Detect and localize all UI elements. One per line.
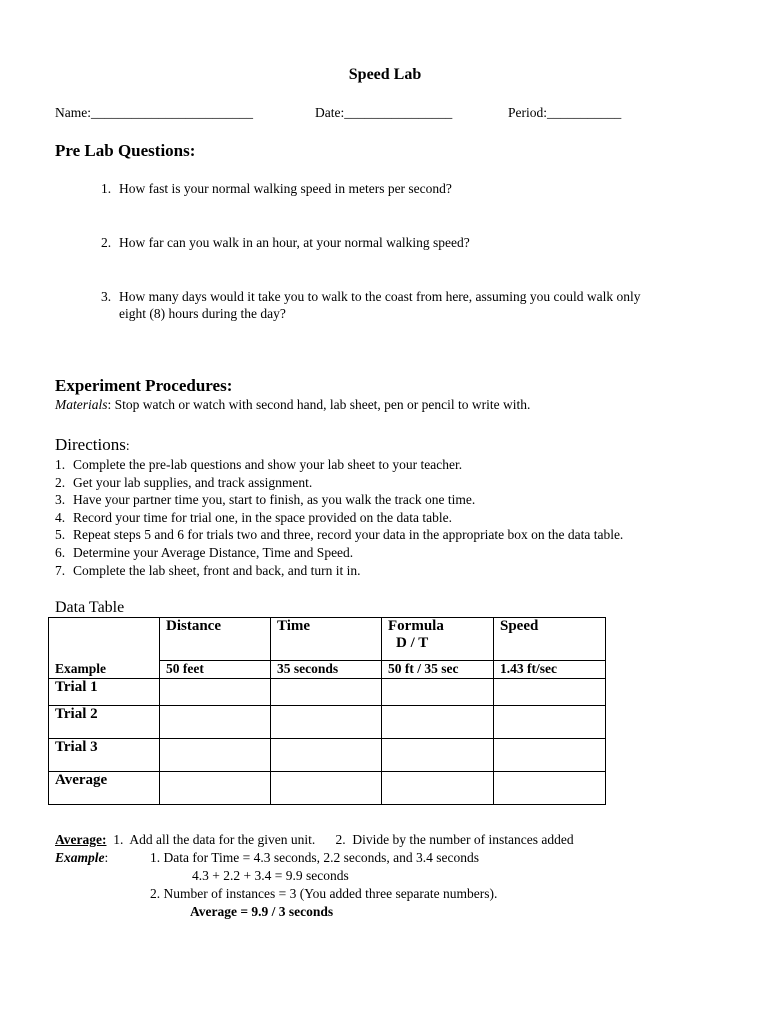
- column-header-time: Time: [271, 618, 382, 661]
- row-label-average: Average: [49, 772, 160, 805]
- table-row: [49, 739, 606, 772]
- example-time: 35 seconds: [271, 661, 382, 679]
- question-number: 3.: [101, 289, 112, 304]
- data-table: [48, 617, 606, 805]
- row-label-trial-2: Trial 2: [49, 706, 160, 739]
- date-field[interactable]: Date:________________: [315, 105, 453, 120]
- column-header-speed: Speed: [494, 618, 606, 661]
- table-cell[interactable]: [494, 706, 606, 739]
- table-row: [49, 706, 606, 739]
- example-formula: 50 ft / 35 sec: [382, 661, 494, 679]
- list-item: 1. Complete the pre-lab questions and show your lab sheet to your teacher.: [55, 457, 463, 472]
- table-cell[interactable]: [382, 772, 494, 805]
- materials-line: [55, 397, 530, 413]
- table-row: [49, 772, 606, 805]
- table-cell[interactable]: [382, 679, 494, 706]
- list-item: 5. Repeat steps 5 and 6 for trials two and three, record your data in the appropriate box on the data table.: [55, 527, 624, 543]
- materials-label: Materials: [55, 397, 108, 412]
- example-distance: 50 feet: [160, 661, 271, 679]
- example-label: Example: [49, 661, 160, 679]
- question-text-continued: eight (8) hours during the day?: [119, 306, 286, 321]
- table-header-row: [49, 618, 606, 661]
- question-number: 1.: [101, 181, 112, 196]
- question-3: [101, 288, 721, 324]
- table-cell[interactable]: [160, 679, 271, 706]
- question-text: How far can you walk in an hour, at your normal walking speed?: [119, 235, 470, 250]
- list-item: 2. Get your lab supplies, and track assignment.: [55, 474, 313, 490]
- average-note: [55, 832, 574, 848]
- directions-list: [55, 456, 735, 579]
- procedures-heading: Experiment Procedures:: [55, 376, 233, 395]
- row-label-trial-3: Trial 3: [49, 739, 160, 772]
- table-cell[interactable]: [271, 772, 382, 805]
- table-cell[interactable]: [494, 739, 606, 772]
- table-cell[interactable]: [494, 679, 606, 706]
- list-item: 3. Have your partner time you, start to finish, as you walk the track one time.: [55, 492, 476, 508]
- example-note-line-2: 4.3 + 2.2 + 3.4 = 9.9 seconds: [192, 868, 349, 883]
- table-cell[interactable]: [160, 739, 271, 772]
- name-field[interactable]: Name:________________________: [55, 105, 253, 120]
- column-header-formula: Formula D / T: [382, 618, 494, 661]
- row-label-trial-1: Trial 1: [49, 679, 160, 706]
- table-cell[interactable]: [160, 772, 271, 805]
- example-speed: 1.43 ft/sec: [494, 661, 606, 679]
- question-text: How fast is your normal walking speed in meters per second?: [119, 181, 452, 196]
- list-item: 6. Determine your Average Distance, Time and Speed.: [55, 544, 354, 560]
- example-note-line-4: Average = 9.9 / 3 seconds: [190, 904, 334, 919]
- table-row: [49, 679, 606, 706]
- table-cell[interactable]: [160, 706, 271, 739]
- pre-lab-heading: Pre Lab Questions:: [55, 141, 196, 160]
- average-note-text: 1. Add all the data for the given unit. 2. Divide by the number of instances added: [106, 832, 574, 847]
- table-cell[interactable]: [271, 739, 382, 772]
- table-cell[interactable]: [271, 679, 382, 706]
- example-note-line-3: 2. Number of instances = 3 (You added three separate numbers).: [150, 886, 498, 901]
- page-title: Speed Lab: [348, 66, 422, 83]
- period-field[interactable]: Period:___________: [508, 105, 622, 120]
- question-text: How many days would it take you to walk to the coast from here, assuming you could walk only: [119, 289, 641, 304]
- example-note-line-1: 1. Data for Time = 4.3 seconds, 2.2 seconds, and 3.4 seconds: [150, 850, 479, 865]
- data-table-heading: Data Table: [55, 599, 125, 616]
- table-cell[interactable]: [271, 706, 382, 739]
- average-note-label: Average:: [55, 832, 107, 847]
- table-cell[interactable]: [494, 772, 606, 805]
- table-cell[interactable]: [382, 739, 494, 772]
- materials-text: : Stop watch or watch with second hand, lab sheet, pen or pencil to write with.: [107, 397, 531, 412]
- table-cell[interactable]: [382, 706, 494, 739]
- directions-heading: Directions:: [55, 435, 130, 454]
- list-item: 4. Record your time for trial one, in the space provided on the data table.: [55, 509, 452, 525]
- example-note-label: Example:: [55, 850, 109, 865]
- column-header-distance: Distance: [160, 618, 271, 661]
- question-number: 2.: [101, 235, 112, 250]
- table-row: [49, 661, 606, 679]
- table-corner-cell: [49, 618, 160, 661]
- list-item: 7. Complete the lab sheet, front and back, and turn it in.: [55, 562, 361, 578]
